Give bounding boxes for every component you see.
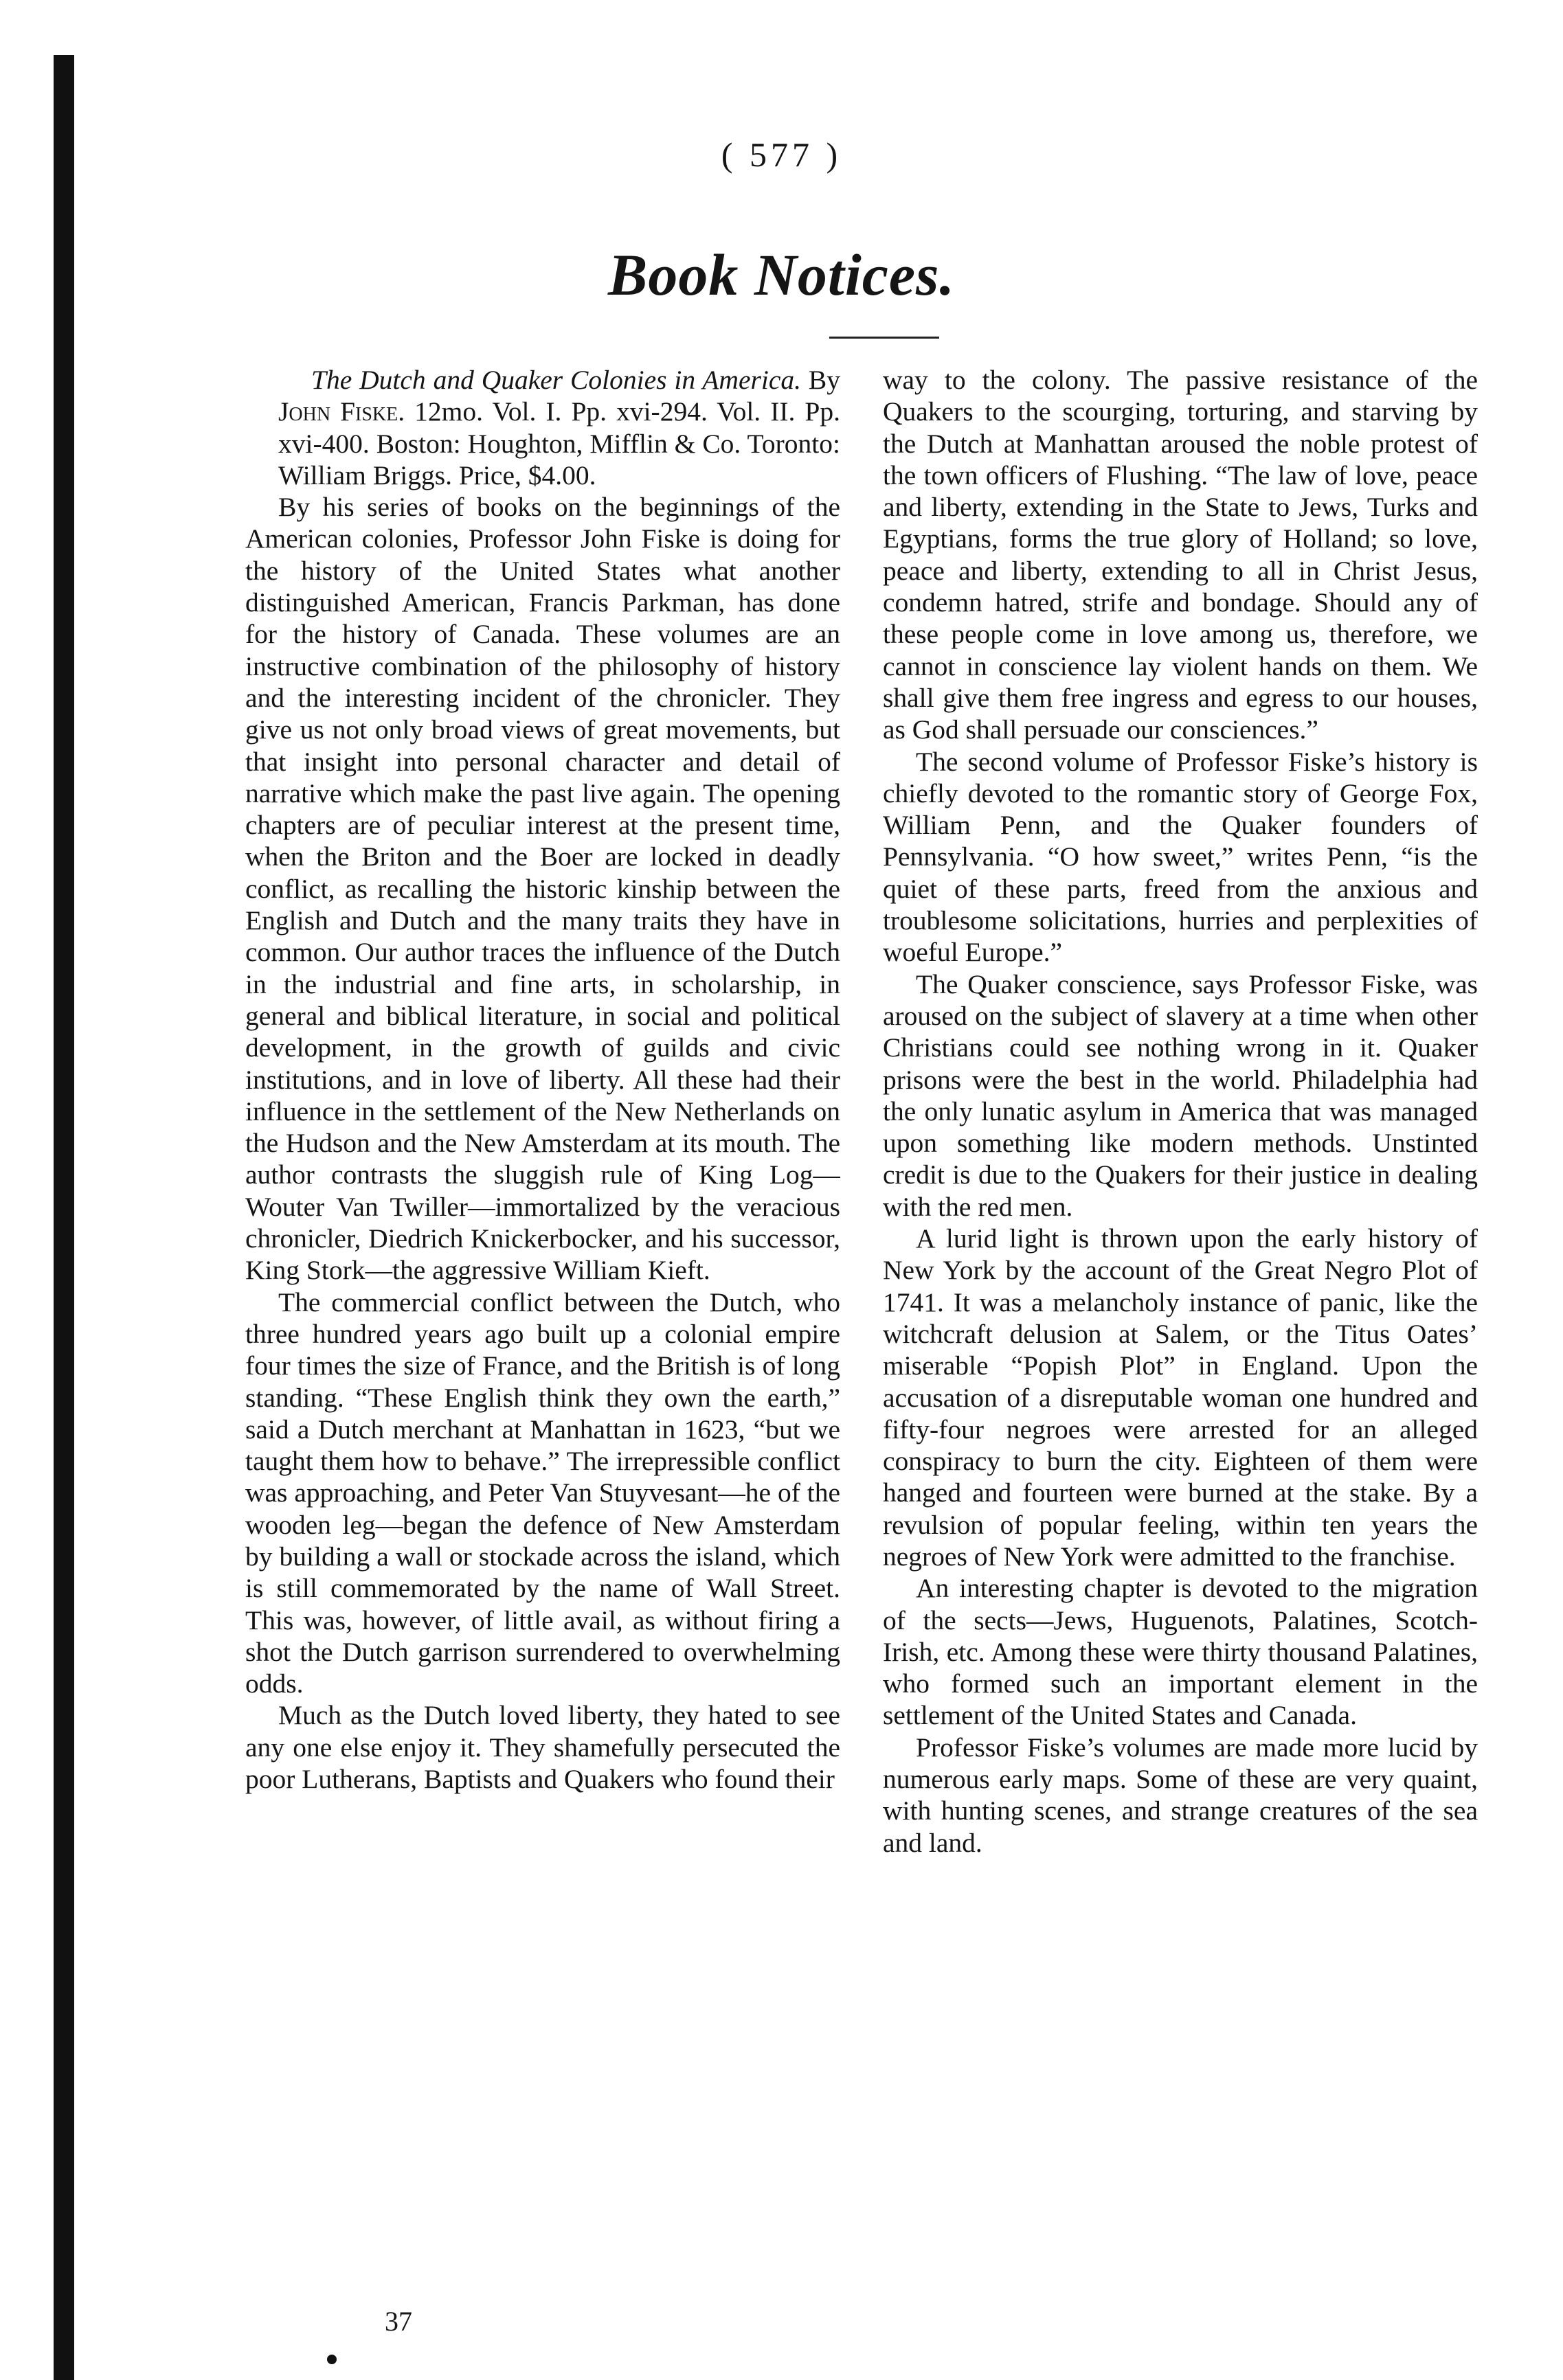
binding-edge xyxy=(54,55,74,2380)
paragraph-7: An interesting chapter is devoted to the migration of the sects—Jews, Huguenots, Palatines, Scotch-Irish, etc. Among these were thirty thousand Palatines, who formed such an important element in the settlement of the United States and Canada. xyxy=(883,1573,1478,1731)
paragraph-6: A lurid light is thrown upon the early history of New York by the account of the Great Negro Plot of 1741. It was a melancholy instance of panic, like the witchcraft delusion at Salem, or the Titus Oates’ miserable “Popish Plot” in England. Upon the accusation of a disreputable woman one hundred and fifty-four negroes were arrested for an alleged conspiracy to burn the city. Eighteen of them were hanged and fourteen were burned at the stake. By a revulsion of popular feeling, within ten years the negroes of New York were admitted to the franchise. xyxy=(883,1223,1478,1572)
bibliographic-entry xyxy=(245,364,840,491)
paragraph-2: The commercial conflict between the Dutch, who three hundred years ago built up a colonial empire four times the size of France, and the British is of long standing. “These English think they own the earth,” said a Dutch merchant at Manhattan in 1623, “but we taught them how to behave.” The irrepressible conflict was approaching, and Peter Van Stuyvesant—he of the wooden leg—began the defence of New Amsterdam by building a wall or stockade across the island, which is still commemorated by the name of Wall Street. This was, however, of little avail, as without firing a shot the Dutch garrison surrendered to overwhelming odds. xyxy=(245,1287,840,1699)
signature-mark: 37 xyxy=(385,2306,412,2337)
book-title: The Dutch and Quaker Colonies in America. xyxy=(311,365,801,395)
paragraph-3-continued: way to the colony. The passive resistance of the Quakers to the scourging, torturing, and starving by the Dutch at Manhattan aroused the noble protest of the town officers of Flushing. “The law of love, peace and liberty, extending in the State to Jews, Turks and Egyptians, forms the true glory of Holland; so love, peace and liberty, extending to all in Christ Jesus, condemn hatred, strife and bondage. Should any of these people come in love among us, therefore, we cannot in conscience lay violent hands on them. We shall give them free ingress and egress to our houses, as God shall persuade our consciences.” xyxy=(883,365,1478,745)
paragraph-1: By his series of books on the beginnings of the American colonies, Professor John Fiske is doing for the history of the United States what another distinguished American, Francis Parkman, has done for the history of Canada. These volumes are an instructive combination of the philosophy of history and the interesting incident of the chronicler. They give us not only broad views of great movements, but that insight into personal character and detail of narrative which make the past live again. The opening chapters are of peculiar interest at the present time, when the Briton and the Boer are locked in deadly conflict, as recalling the historic kinship between the English and Dutch and the many traits they have in common. Our author traces the influence of the Dutch in the industrial and fine arts, in scholarship, in general and biblical literature, in social and political development, in the growth of guilds and civic institutions, and in love of liberty. All these had their influence in the settlement of the New Netherlands on the Hudson and the New Amsterdam at its mouth. The author contrasts the sluggish rule of King Log—Wouter Van Twiller—immortalized by the veracious chronicler, Diedrich Knickerbocker, and his successor, King Stork—the aggressive William Kieft. xyxy=(245,492,840,1286)
left-column xyxy=(245,364,840,2301)
bib-details: . 12mo. Vol. I. Pp. xvi-294. Vol. II. Pp. xvi-400. Boston: Houghton, Mifflin & Co. Toronto: William Briggs. Price, $4.00. xyxy=(278,396,840,490)
ink-dot xyxy=(327,2355,337,2364)
heading-rule xyxy=(829,337,939,339)
section-heading: Book Notices. xyxy=(607,242,956,308)
paragraph-3-start: Much as the Dutch loved liberty, they hated to see any one else enjoy it. They shamefully persecuted the poor Lutherans, Baptists and Quakers who found their xyxy=(245,1700,840,1795)
book-author: John Fiske xyxy=(278,396,398,427)
right-column xyxy=(883,364,1478,2301)
page-number: ( 577 ) xyxy=(721,135,842,174)
paragraph-4: The second volume of Professor Fiske’s history is chiefly devoted to the romantic story of George Fox, William Penn, and the Quaker founders of Pennsylvania. “O how sweet,” writes Penn, “is the quiet of these parts, freed from the anxious and troublesome solicitations, hurries and perplexities of woeful Europe.” xyxy=(883,746,1478,968)
paragraph-5: The Quaker conscience, says Professor Fiske, was aroused on the subject of slavery at a time when other Christians could see nothing wrong in it. Quaker prisons were the best in the world. Philadelphia had the only lunatic asylum in America that was managed upon something like modern methods. Unstinted credit is due to the Quakers for their justice in dealing with the red men. xyxy=(883,968,1478,1222)
paragraph-8: Professor Fiske’s volumes are made more lucid by numerous early maps. Some of these are very quaint, with hunting scenes, and strange creatures of the sea and land. xyxy=(883,1732,1478,1858)
bib-by: By xyxy=(801,365,840,395)
